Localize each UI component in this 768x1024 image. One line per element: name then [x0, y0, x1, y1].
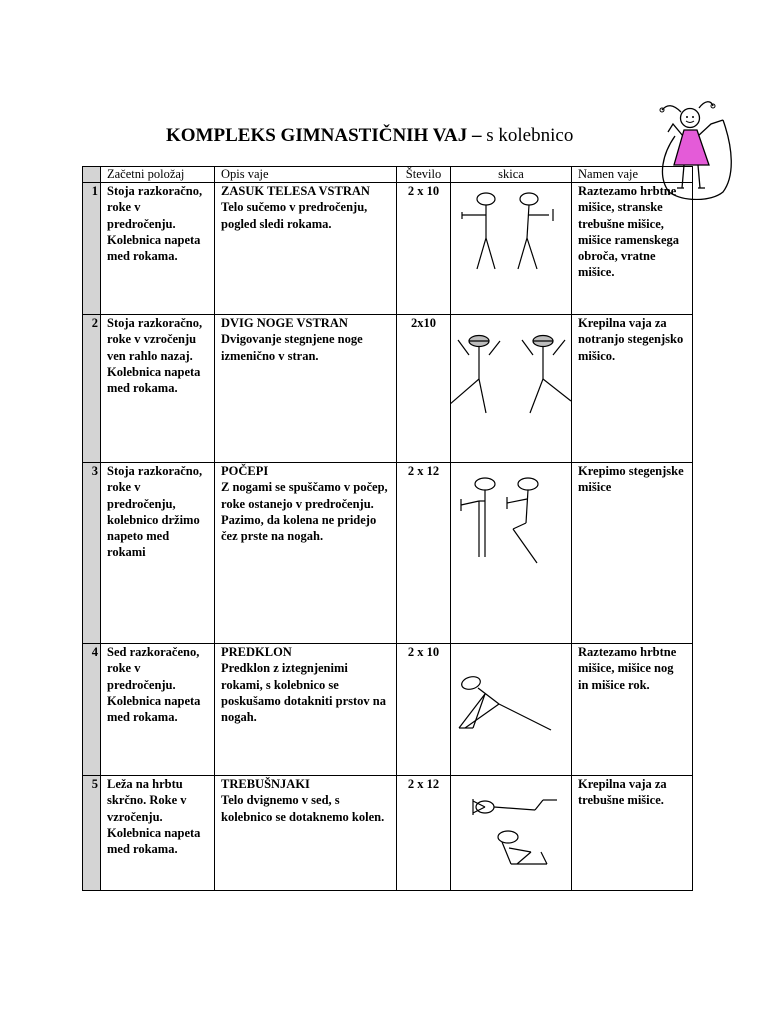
title-separator: –: [467, 125, 487, 146]
stick-figure-situp-icon: [451, 776, 572, 890]
sketch-cell: [451, 183, 572, 315]
stick-figure-forward-bend-icon: [451, 644, 572, 775]
row-number: 5: [83, 776, 101, 891]
starting-position-cell: Stoja razkoračno, roke v vzročenju ven rahlo nazaj. Kolebnica napeta med rokama.: [101, 315, 215, 463]
exercise-table: [82, 166, 693, 891]
exercise-description: Z nogami se spuščamo v počep, roke ostanejo v predročenju. Pazimo, da kolena ne pridejo čez prste na nogah.: [221, 480, 388, 544]
row-number: 4: [83, 644, 101, 776]
exercise-name: ZASUK TELESA VSTRAN: [221, 184, 370, 198]
purpose-cell: Krepimo stegenjske mišice: [572, 463, 693, 644]
header-number: [83, 167, 101, 183]
purpose-cell: Krepilna vaja za trebušne mišice.: [572, 776, 693, 891]
table-row: [83, 315, 693, 463]
header-count: Število: [397, 167, 451, 183]
title-main: KOMPLEKS GIMNASTIČNIH VAJ: [166, 125, 468, 146]
purpose-cell: Krepilna vaja za notranjo stegenjsko mišico.: [572, 315, 693, 463]
row-number: 3: [83, 463, 101, 644]
stick-figure-squat-icon: [451, 463, 572, 643]
exercise-description: Telo sučemo v predročenju, pogled sledi rokama.: [221, 200, 368, 231]
title-subtitle: s kolebnico: [486, 125, 574, 146]
exercise-description: Predklon z iztegnjenimi rokami, s kolebnico se poskušamo dotakniti prstov na nogah.: [221, 661, 386, 725]
row-number: 2: [83, 315, 101, 463]
description-cell: [215, 644, 397, 776]
starting-position-cell: Stoja razkoračno, roke v predročenju, kolebnico držimo napeto med rokami: [101, 463, 215, 644]
exercise-name: TREBUŠNJAKI: [221, 777, 310, 791]
description-cell: [215, 776, 397, 891]
description-cell: [215, 463, 397, 644]
stick-figure-torso-twist-icon: [451, 183, 572, 314]
exercise-name: PREDKLON: [221, 645, 292, 659]
exercise-name: DVIG NOGE VSTRAN: [221, 316, 348, 330]
count-cell: 2 x 10: [397, 183, 451, 315]
table-row: [83, 776, 693, 891]
table-row: [83, 644, 693, 776]
count-cell: 2 x 12: [397, 463, 451, 644]
starting-position-cell: Sed razkoračeno, roke v predročenju. Kolebnica napeta med rokama.: [101, 644, 215, 776]
header-description: Opis vaje: [215, 167, 397, 183]
header-starting-position: Začetni položaj: [101, 167, 215, 183]
header-purpose: Namen vaje: [572, 167, 693, 183]
count-cell: 2 x 10: [397, 644, 451, 776]
exercise-description: Dvigovanje stegnjene noge izmenično v stran.: [221, 332, 363, 363]
purpose-cell: Raztezamo hrbtne mišice, stranske trebušne mišice, mišice ramenskega obroča, vratne mišice.: [572, 183, 693, 315]
count-cell: 2 x 12: [397, 776, 451, 891]
description-cell: [215, 183, 397, 315]
description-cell: [215, 315, 397, 463]
sketch-cell: [451, 315, 572, 463]
stick-figure-leg-raise-icon: [451, 315, 572, 462]
purpose-cell: Raztezamo hrbtne mišice, mišice nog in mišice rok.: [572, 644, 693, 776]
starting-position-cell: Leža na hrbtu skrčno. Roke v vzročenju. Kolebnica napeta med rokama.: [101, 776, 215, 891]
table-row: [83, 463, 693, 644]
document-title: [166, 125, 573, 147]
starting-position-cell: Stoja razkoračno, roke v predročenju. Kolebnica napeta med rokama.: [101, 183, 215, 315]
sketch-cell: [451, 644, 572, 776]
row-number: 1: [83, 183, 101, 315]
exercise-name: POČEPI: [221, 464, 269, 478]
table-row: [83, 183, 693, 315]
sketch-cell: [451, 776, 572, 891]
sketch-cell: [451, 463, 572, 644]
table-header-row: [83, 167, 693, 183]
count-cell: 2x10: [397, 315, 451, 463]
header-sketch: skica: [451, 167, 572, 183]
exercise-description: Telo dvignemo v sed, s kolebnico se dotaknemo kolen.: [221, 793, 385, 824]
